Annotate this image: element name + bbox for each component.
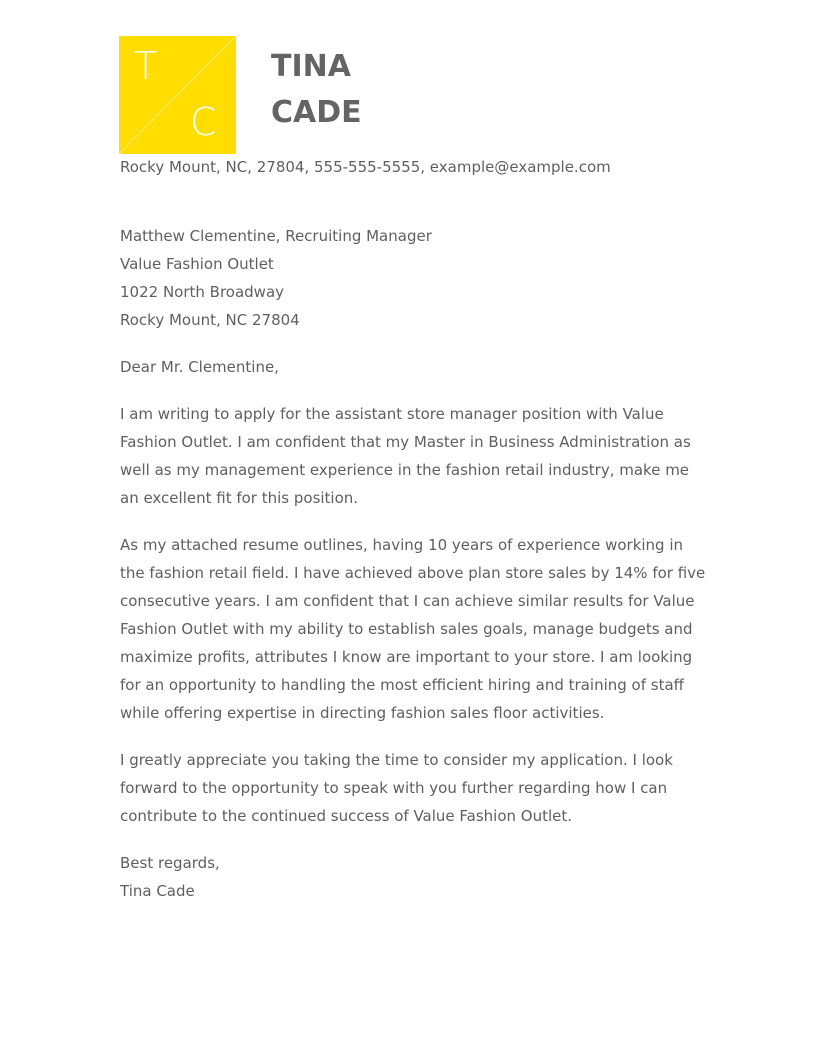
recipient-city-state-zip: Rocky Mount, NC 27804 (120, 311, 300, 329)
recipient-street: 1022 North Broadway (120, 283, 285, 301)
monogram-last-initial: C (190, 100, 217, 144)
letter-body (120, 203, 710, 924)
monogram-logo (119, 36, 236, 154)
body-paragraph-1: I am writing to apply for the assistant store manager position with Value Fashion Outlet. I am confident that my Master in Business Administration as well as my management experience in the fashion retail industry, make me an excellent fit for this position. (120, 405, 691, 507)
monogram-first-initial: T (134, 44, 158, 88)
valediction: Best regards, (120, 854, 220, 872)
recipient-name-title: Matthew Clementine, Recruiting Manager (120, 227, 432, 245)
signature-name: Tina Cade (120, 882, 195, 900)
recipient-company: Value Fashion Outlet (120, 255, 274, 273)
applicant-first-name: TINA (271, 49, 351, 84)
body-paragraph-3: I greatly appreciate you taking the time to consider my application. I look forward to the opportunity to speak with you further regarding how I can contribute to the continued success of Value Fashion Outlet. (120, 751, 673, 825)
applicant-last-name: CADE (271, 95, 362, 130)
contact-info: Rocky Mount, NC, 27804, 555-555-5555, example@example.com (120, 158, 611, 176)
salutation: Dear Mr. Clementine, (120, 358, 279, 376)
applicant-name (271, 44, 362, 136)
body-paragraph-2: As my attached resume outlines, having 10 years of experience working in the fashion retail field. I have achieved above plan store sales by 14% for five consecutive years. I am confident that I can achieve similar results for Value Fashion Outlet with my ability to establish sales goals, manage budgets and maximize profits, attributes I know are important to your store. I am looking for an opportunity to handling the most efficient hiring and training of staff while offering expertise in directing fashion sales floor activities. (120, 536, 706, 722)
